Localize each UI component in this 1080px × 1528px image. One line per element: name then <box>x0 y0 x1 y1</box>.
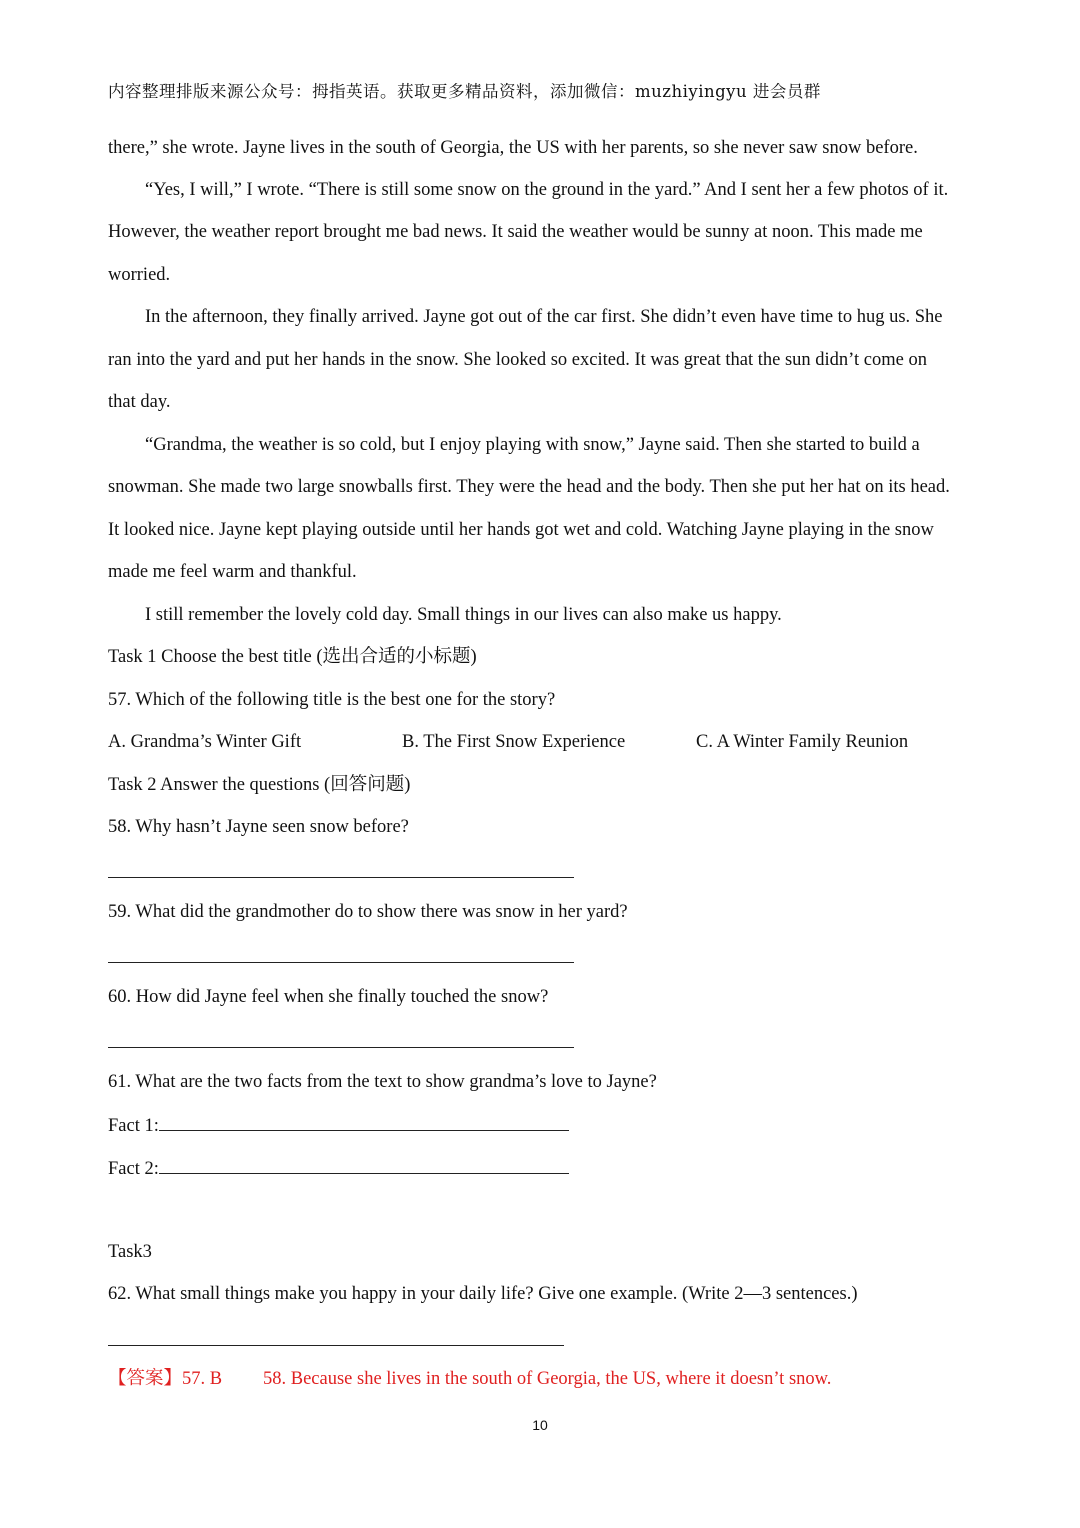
question-57: 57. Which of the following title is the best one for the story? <box>108 690 556 710</box>
story-line: “Grandma, the weather is so cold, but I enjoy playing with snow,” Jayne said. Then she started to build a <box>145 435 920 455</box>
story-line: “Yes, I will,” I wrote. “There is still some snow on the ground in the yard.” And I sent her a few photos of it. <box>145 180 949 200</box>
task3-title: Task3 <box>108 1242 152 1262</box>
question-59: 59. What did the grandmother do to show there was snow in her yard? <box>108 902 628 922</box>
option-b[interactable]: B. The First Snow Experience <box>402 732 626 752</box>
fact-1-blank[interactable] <box>159 1112 569 1131</box>
story-line: that day. <box>108 392 171 412</box>
option-a[interactable]: A. Grandma’s Winter Gift <box>108 732 302 752</box>
task2-title: Task 2 Answer the questions (回答问题) <box>108 775 411 795</box>
task1-title: Task 1 Choose the best title (选出合适的小标题) <box>108 647 477 667</box>
story-line: In the afternoon, they finally arrived. Jayne got out of the car first. She didn’t even have time to hug us. She <box>145 307 943 327</box>
story-line: I still remember the lovely cold day. Small things in our lives can also make us happy. <box>145 605 782 625</box>
story-line: snowman. She made two large snowballs first. They were the head and the body. Then she put her hat on its head. <box>108 477 950 497</box>
answer-blank-58[interactable] <box>108 877 574 878</box>
question-58: 58. Why hasn’t Jayne seen snow before? <box>108 817 409 837</box>
fact-1-label: Fact 1: <box>108 1116 159 1136</box>
story-line: It looked nice. Jayne kept playing outside until her hands got wet and cold. Watching Jayne playing in the snow <box>108 520 934 540</box>
answer-label: 【答案】57. B <box>108 1369 223 1389</box>
question-61: 61. What are the two facts from the text to show grandma’s love to Jayne? <box>108 1072 657 1092</box>
story-line: there,” she wrote. Jayne lives in the south of Georgia, the US with her parents, so she never saw snow before. <box>108 138 918 158</box>
fact-1-row <box>108 1112 569 1138</box>
answer-blank-60[interactable] <box>108 1047 574 1048</box>
story-line: However, the weather report brought me bad news. It said the weather would be sunny at noon. This made me <box>108 222 923 242</box>
story-line: worried. <box>108 265 171 285</box>
fact-2-row <box>108 1155 569 1181</box>
answer-blank-62[interactable] <box>108 1345 564 1346</box>
page-header: 内容整理排版来源公众号：拇指英语。获取更多精品资料，添加微信：muzhiyingyu 进会员群 <box>108 82 821 101</box>
answer-58: 58. Because she lives in the south of Georgia, the US, where it doesn’t snow. <box>263 1369 832 1389</box>
option-c[interactable]: C. A Winter Family Reunion <box>696 732 909 752</box>
fact-2-label: Fact 2: <box>108 1159 159 1179</box>
fact-2-blank[interactable] <box>159 1155 569 1174</box>
question-62: 62. What small things make you happy in your daily life? Give one example. (Write 2—3 sentences.) <box>108 1284 858 1304</box>
story-line: made me feel warm and thankful. <box>108 562 357 582</box>
page-number: 10 <box>532 1417 548 1433</box>
story-line: ran into the yard and put her hands in the snow. She looked so excited. It was great that the sun didn’t come on <box>108 350 927 370</box>
question-60: 60. How did Jayne feel when she finally touched the snow? <box>108 987 549 1007</box>
answer-blank-59[interactable] <box>108 962 574 963</box>
